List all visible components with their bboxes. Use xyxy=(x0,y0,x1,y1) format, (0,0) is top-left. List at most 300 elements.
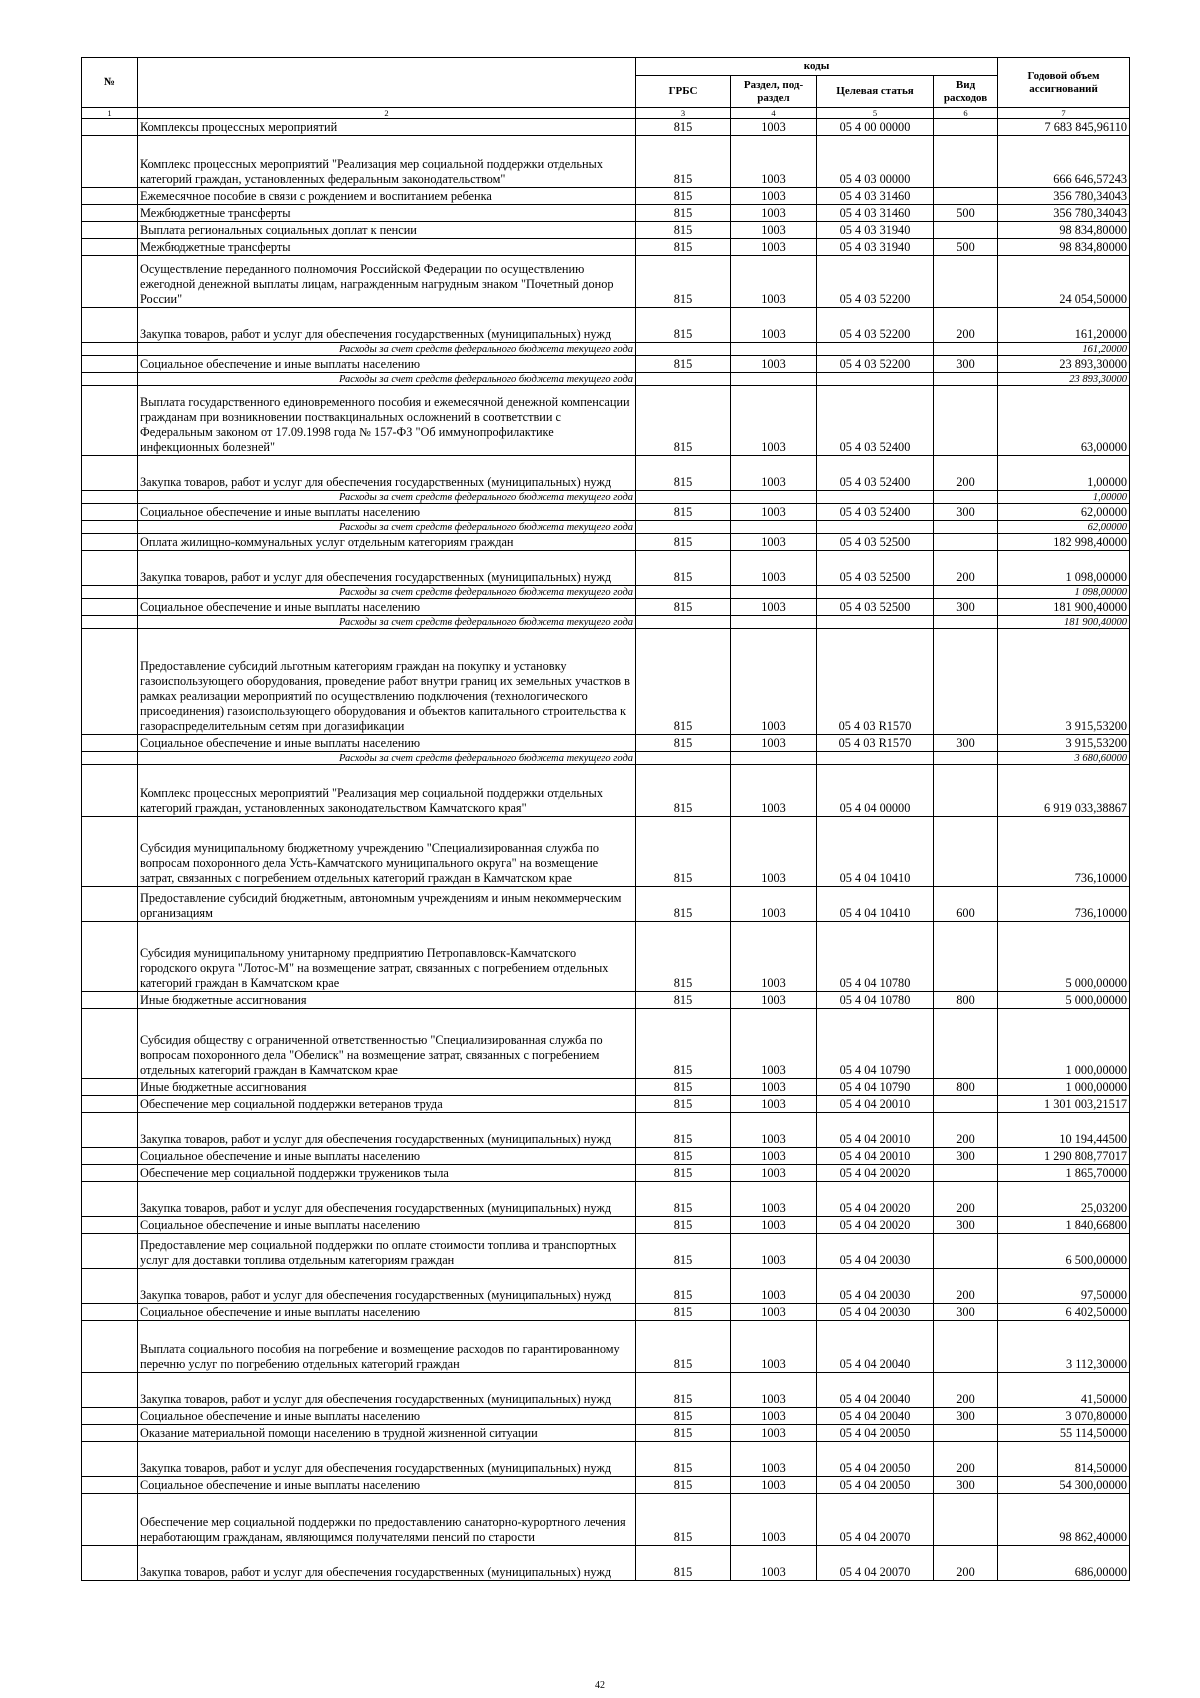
row-grbs: 815 xyxy=(636,456,731,491)
row-target: 05 4 04 20020 xyxy=(817,1165,934,1182)
row-amount: 1 840,66800 xyxy=(998,1217,1130,1234)
row-name: Закупка товаров, работ и услуг для обеспечения государственных (муниципальных) нужд xyxy=(138,1182,636,1217)
row-section: 1003 xyxy=(731,456,817,491)
row-grbs: 815 xyxy=(636,1269,731,1304)
row-type: 800 xyxy=(934,992,998,1009)
row-grbs: 815 xyxy=(636,386,731,456)
header-section: Раздел, под-раздел xyxy=(731,76,817,108)
row-amount: 41,50000 xyxy=(998,1373,1130,1408)
row-section: 1003 xyxy=(731,1494,817,1546)
row-target: 05 4 03 52500 xyxy=(817,551,934,586)
row-grbs: 815 xyxy=(636,817,731,887)
col-number: 5 xyxy=(817,108,934,119)
row-type: 200 xyxy=(934,551,998,586)
table-row xyxy=(82,1217,1130,1234)
row-grbs: 815 xyxy=(636,1009,731,1079)
row-section: 1003 xyxy=(731,1304,817,1321)
table-row xyxy=(82,456,1130,491)
table-row xyxy=(82,356,1130,373)
row-amount: 1,00000 xyxy=(998,491,1130,504)
row-target: 05 4 03 52500 xyxy=(817,599,934,616)
row-number xyxy=(82,1096,138,1113)
row-section: 1003 xyxy=(731,629,817,735)
row-number xyxy=(82,599,138,616)
row-target: 05 4 04 20030 xyxy=(817,1234,934,1269)
row-target: 05 4 03 52500 xyxy=(817,534,934,551)
row-section: 1003 xyxy=(731,1373,817,1408)
row-type: 200 xyxy=(934,1269,998,1304)
row-name: Межбюджетные трансферты xyxy=(138,205,636,222)
row-name: Субсидия муниципальному унитарному предприятию Петропавловск-Камчатского городского округа "Лотос-М" на возмещение затрат, связанных с погребением отдельных категорий граждан в Камчатском крае xyxy=(138,922,636,992)
row-target: 05 4 04 20070 xyxy=(817,1546,934,1581)
row-amount: 6 402,50000 xyxy=(998,1304,1130,1321)
row-grbs xyxy=(636,586,731,599)
row-number xyxy=(82,1269,138,1304)
row-grbs xyxy=(636,343,731,356)
row-section: 1003 xyxy=(731,356,817,373)
row-target: 05 4 04 20010 xyxy=(817,1113,934,1148)
row-amount: 161,20000 xyxy=(998,343,1130,356)
row-grbs: 815 xyxy=(636,551,731,586)
row-number xyxy=(82,119,138,136)
row-target: 05 4 03 52400 xyxy=(817,386,934,456)
note-row xyxy=(82,586,1130,599)
row-section: 1003 xyxy=(731,551,817,586)
row-target: 05 4 04 20020 xyxy=(817,1182,934,1217)
table-row xyxy=(82,551,1130,586)
row-type xyxy=(934,136,998,188)
row-name: Социальное обеспечение и иные выплаты населению xyxy=(138,1304,636,1321)
table-row xyxy=(82,992,1130,1009)
row-section: 1003 xyxy=(731,1148,817,1165)
row-name: Выплата социального пособия на погребение и возмещение расходов по гарантированному перечню услуг по погребению отдельных категорий граждан xyxy=(138,1321,636,1373)
row-name: Социальное обеспечение и иные выплаты населению xyxy=(138,1408,636,1425)
row-section xyxy=(731,521,817,534)
row-name: Закупка товаров, работ и услуг для обеспечения государственных (муниципальных) нужд xyxy=(138,1442,636,1477)
table-row xyxy=(82,1494,1130,1546)
table-row xyxy=(82,735,1130,752)
row-type xyxy=(934,491,998,504)
table-row xyxy=(82,504,1130,521)
table-row xyxy=(82,308,1130,343)
row-amount: 1 098,00000 xyxy=(998,551,1130,586)
row-amount: 10 194,44500 xyxy=(998,1113,1130,1148)
row-amount: 1 301 003,21517 xyxy=(998,1096,1130,1113)
row-name: Закупка товаров, работ и услуг для обеспечения государственных (муниципальных) нужд xyxy=(138,1269,636,1304)
row-type xyxy=(934,1321,998,1373)
table-row xyxy=(82,222,1130,239)
row-name: Социальное обеспечение и иные выплаты населению xyxy=(138,599,636,616)
row-number xyxy=(82,373,138,386)
row-grbs: 815 xyxy=(636,1234,731,1269)
row-section: 1003 xyxy=(731,1165,817,1182)
header-target: Целевая статья xyxy=(817,76,934,108)
row-name: Закупка товаров, работ и услуг для обеспечения государственных (муниципальных) нужд xyxy=(138,456,636,491)
row-target: 05 4 04 20040 xyxy=(817,1408,934,1425)
row-target: 05 4 04 10410 xyxy=(817,817,934,887)
row-type: 300 xyxy=(934,599,998,616)
table-row xyxy=(82,1113,1130,1148)
row-section xyxy=(731,491,817,504)
row-name: Предоставление мер социальной поддержки по оплате стоимости топлива и транспортных услуг для доставки топлива отдельным категориям граждан xyxy=(138,1234,636,1269)
row-type xyxy=(934,1425,998,1442)
row-grbs: 815 xyxy=(636,504,731,521)
table-row xyxy=(82,599,1130,616)
row-name: Расходы за счет средств федерального бюджета текущего года xyxy=(138,752,636,765)
row-number xyxy=(82,1477,138,1494)
row-name: Обеспечение мер социальной поддержки тружеников тыла xyxy=(138,1165,636,1182)
row-type: 200 xyxy=(934,1373,998,1408)
table-row xyxy=(82,386,1130,456)
row-number xyxy=(82,491,138,504)
row-section: 1003 xyxy=(731,817,817,887)
row-type: 600 xyxy=(934,887,998,922)
table-row xyxy=(82,1009,1130,1079)
row-grbs: 815 xyxy=(636,735,731,752)
row-name: Осуществление переданного полномочия Российской Федерации по осуществлению ежегодной денежной выплаты лицам, награжденным нагрудным знаком "Почетный донор России" xyxy=(138,256,636,308)
row-target: 05 4 03 52200 xyxy=(817,356,934,373)
row-type xyxy=(934,616,998,629)
row-target: 05 4 04 20050 xyxy=(817,1477,934,1494)
row-amount: 3 680,60000 xyxy=(998,752,1130,765)
row-grbs: 815 xyxy=(636,1148,731,1165)
row-amount: 23 893,30000 xyxy=(998,373,1130,386)
row-target xyxy=(817,616,934,629)
row-target: 05 4 04 20010 xyxy=(817,1148,934,1165)
row-section: 1003 xyxy=(731,1217,817,1234)
row-name: Иные бюджетные ассигнования xyxy=(138,1079,636,1096)
table-row xyxy=(82,1269,1130,1304)
row-amount: 1 098,00000 xyxy=(998,586,1130,599)
row-number xyxy=(82,1546,138,1581)
row-type xyxy=(934,343,998,356)
col-number: 3 xyxy=(636,108,731,119)
table-body xyxy=(82,119,1130,1581)
row-amount: 6 919 033,38867 xyxy=(998,765,1130,817)
row-amount: 23 893,30000 xyxy=(998,356,1130,373)
row-type xyxy=(934,119,998,136)
row-amount: 1,00000 xyxy=(998,456,1130,491)
row-number xyxy=(82,629,138,735)
row-grbs: 815 xyxy=(636,256,731,308)
row-number xyxy=(82,1425,138,1442)
row-amount: 814,50000 xyxy=(998,1442,1130,1477)
row-amount: 54 300,00000 xyxy=(998,1477,1130,1494)
table-row xyxy=(82,136,1130,188)
table-row xyxy=(82,1546,1130,1581)
row-section: 1003 xyxy=(731,1009,817,1079)
note-row xyxy=(82,616,1130,629)
row-grbs: 815 xyxy=(636,1217,731,1234)
row-number xyxy=(82,256,138,308)
row-amount: 6 500,00000 xyxy=(998,1234,1130,1269)
row-number xyxy=(82,343,138,356)
row-amount: 5 000,00000 xyxy=(998,992,1130,1009)
row-grbs: 815 xyxy=(636,1321,731,1373)
row-amount: 181 900,40000 xyxy=(998,616,1130,629)
row-amount: 98 834,80000 xyxy=(998,239,1130,256)
row-section: 1003 xyxy=(731,239,817,256)
row-section: 1003 xyxy=(731,1408,817,1425)
row-section: 1003 xyxy=(731,222,817,239)
table-row xyxy=(82,922,1130,992)
row-section: 1003 xyxy=(731,922,817,992)
row-name: Выплата региональных социальных доплат к пенсии xyxy=(138,222,636,239)
row-number xyxy=(82,752,138,765)
col-number: 2 xyxy=(138,108,636,119)
row-number xyxy=(82,1217,138,1234)
row-type: 200 xyxy=(934,456,998,491)
row-number xyxy=(82,386,138,456)
row-number xyxy=(82,1304,138,1321)
row-grbs: 815 xyxy=(636,205,731,222)
col-number: 6 xyxy=(934,108,998,119)
row-type xyxy=(934,752,998,765)
header-grbs: ГРБС xyxy=(636,76,731,108)
row-type: 300 xyxy=(934,504,998,521)
row-target: 05 4 03 52400 xyxy=(817,456,934,491)
row-section: 1003 xyxy=(731,599,817,616)
row-section: 1003 xyxy=(731,1477,817,1494)
header-amount: Годовой объем ассигнований xyxy=(998,58,1130,108)
row-section: 1003 xyxy=(731,765,817,817)
row-section: 1003 xyxy=(731,1321,817,1373)
row-grbs: 815 xyxy=(636,1304,731,1321)
row-grbs: 815 xyxy=(636,1442,731,1477)
row-name: Социальное обеспечение и иные выплаты населению xyxy=(138,735,636,752)
table-row xyxy=(82,256,1130,308)
row-target: 05 4 04 10780 xyxy=(817,922,934,992)
row-target: 05 4 03 31940 xyxy=(817,222,934,239)
row-grbs: 815 xyxy=(636,239,731,256)
row-number xyxy=(82,887,138,922)
row-amount: 666 646,57243 xyxy=(998,136,1130,188)
row-grbs: 815 xyxy=(636,1165,731,1182)
row-type: 300 xyxy=(934,1477,998,1494)
row-number xyxy=(82,1408,138,1425)
row-grbs: 815 xyxy=(636,922,731,992)
row-amount: 25,03200 xyxy=(998,1182,1130,1217)
row-amount: 3 112,30000 xyxy=(998,1321,1130,1373)
row-number xyxy=(82,992,138,1009)
row-name: Обеспечение мер социальной поддержки ветеранов труда xyxy=(138,1096,636,1113)
row-name: Предоставление субсидий льготным категориям граждан на покупку и установку газоиспользующего оборудования, проведение работ внутри границ их земельных участков в рамках реализации мероприятий по осуществлению подключения (технологического присоединения) газоиспользующего оборудования и объектов капитального строительства к газораспределительным сетям при догазификации xyxy=(138,629,636,735)
row-type: 300 xyxy=(934,1148,998,1165)
row-target: 05 4 04 20020 xyxy=(817,1217,934,1234)
row-amount: 63,00000 xyxy=(998,386,1130,456)
note-row xyxy=(82,373,1130,386)
row-grbs: 815 xyxy=(636,1425,731,1442)
row-grbs: 815 xyxy=(636,992,731,1009)
row-grbs: 815 xyxy=(636,534,731,551)
row-target: 05 4 03 52400 xyxy=(817,504,934,521)
row-type xyxy=(934,1234,998,1269)
row-number xyxy=(82,1009,138,1079)
row-target: 05 4 03 00000 xyxy=(817,136,934,188)
row-grbs xyxy=(636,373,731,386)
table-row xyxy=(82,1425,1130,1442)
row-grbs: 815 xyxy=(636,1113,731,1148)
row-number xyxy=(82,551,138,586)
row-name: Социальное обеспечение и иные выплаты населению xyxy=(138,1217,636,1234)
row-number xyxy=(82,534,138,551)
row-name: Субсидия муниципальному бюджетному учреждению "Специализированная служба по вопросам похоронного дела Усть-Камчатского муниципального округа" на возмещение затрат, связанных с погребением отдельных категорий граждан в Камчатском крае xyxy=(138,817,636,887)
row-number xyxy=(82,205,138,222)
row-name: Комплекс процессных мероприятий "Реализация мер социальной поддержки отдельных категорий граждан, установленных законодательством Камчатского края" xyxy=(138,765,636,817)
table-row xyxy=(82,1408,1130,1425)
row-target xyxy=(817,586,934,599)
row-name: Закупка товаров, работ и услуг для обеспечения государственных (муниципальных) нужд xyxy=(138,1546,636,1581)
row-target xyxy=(817,521,934,534)
row-number xyxy=(82,1494,138,1546)
row-grbs: 815 xyxy=(636,222,731,239)
row-amount: 356 780,34043 xyxy=(998,205,1130,222)
row-number xyxy=(82,1442,138,1477)
row-grbs: 815 xyxy=(636,1079,731,1096)
row-target: 05 4 04 10790 xyxy=(817,1079,934,1096)
row-target: 05 4 04 10780 xyxy=(817,992,934,1009)
row-grbs: 815 xyxy=(636,1373,731,1408)
row-name: Субсидия обществу с ограниченной ответственностью "Специализированная служба по вопросам похоронного дела "Обелиск" на возмещение затрат, связанных с погребением отдельных категорий граждан в Камчатском крае xyxy=(138,1009,636,1079)
row-grbs xyxy=(636,752,731,765)
row-number xyxy=(82,239,138,256)
row-name: Межбюджетные трансферты xyxy=(138,239,636,256)
row-number xyxy=(82,1113,138,1148)
table-row xyxy=(82,1304,1130,1321)
row-type: 800 xyxy=(934,1079,998,1096)
column-numbers-row xyxy=(82,108,1130,119)
row-type xyxy=(934,586,998,599)
row-target: 05 4 04 20030 xyxy=(817,1304,934,1321)
row-type: 300 xyxy=(934,1217,998,1234)
row-grbs: 815 xyxy=(636,119,731,136)
row-target: 05 4 04 20070 xyxy=(817,1494,934,1546)
row-number xyxy=(82,222,138,239)
budget-table xyxy=(81,57,1130,1581)
row-target: 05 4 04 20040 xyxy=(817,1373,934,1408)
col-number: 7 xyxy=(998,108,1130,119)
row-amount: 356 780,34043 xyxy=(998,188,1130,205)
row-name: Ежемесячное пособие в связи с рождением и воспитанием ребенка xyxy=(138,188,636,205)
row-name: Социальное обеспечение и иные выплаты населению xyxy=(138,504,636,521)
row-type: 200 xyxy=(934,1546,998,1581)
row-section: 1003 xyxy=(731,1079,817,1096)
col-number: 4 xyxy=(731,108,817,119)
row-target: 05 4 03 R1570 xyxy=(817,629,934,735)
row-name: Закупка товаров, работ и услуг для обеспечения государственных (муниципальных) нужд xyxy=(138,551,636,586)
row-name: Расходы за счет средств федерального бюджета текущего года xyxy=(138,616,636,629)
table-row xyxy=(82,1321,1130,1373)
table-row xyxy=(82,1096,1130,1113)
row-amount: 24 054,50000 xyxy=(998,256,1130,308)
row-section: 1003 xyxy=(731,1182,817,1217)
row-grbs: 815 xyxy=(636,1494,731,1546)
row-section: 1003 xyxy=(731,534,817,551)
row-number xyxy=(82,1321,138,1373)
table-row xyxy=(82,205,1130,222)
row-grbs: 815 xyxy=(636,629,731,735)
row-type: 300 xyxy=(934,1408,998,1425)
row-type xyxy=(934,534,998,551)
row-grbs xyxy=(636,616,731,629)
table-row xyxy=(82,1477,1130,1494)
row-amount: 55 114,50000 xyxy=(998,1425,1130,1442)
row-name: Оплата жилищно-коммунальных услуг отдельным категориям граждан xyxy=(138,534,636,551)
row-target: 05 4 03 52200 xyxy=(817,256,934,308)
header-name xyxy=(138,58,636,108)
row-name: Предоставление субсидий бюджетным, автономным учреждениям и иным некоммерческим организациям xyxy=(138,887,636,922)
row-amount: 181 900,40000 xyxy=(998,599,1130,616)
row-section: 1003 xyxy=(731,1425,817,1442)
row-name: Социальное обеспечение и иные выплаты населению xyxy=(138,1477,636,1494)
row-amount: 3 070,80000 xyxy=(998,1408,1130,1425)
row-section: 1003 xyxy=(731,136,817,188)
row-grbs: 815 xyxy=(636,887,731,922)
table-row xyxy=(82,1234,1130,1269)
note-row xyxy=(82,491,1130,504)
row-name: Оказание материальной помощи населению в трудной жизненной ситуации xyxy=(138,1425,636,1442)
row-section: 1003 xyxy=(731,1096,817,1113)
row-amount: 97,50000 xyxy=(998,1269,1130,1304)
row-number xyxy=(82,616,138,629)
row-grbs: 815 xyxy=(636,1477,731,1494)
row-number xyxy=(82,1234,138,1269)
row-type xyxy=(934,188,998,205)
row-type xyxy=(934,386,998,456)
row-grbs: 815 xyxy=(636,765,731,817)
row-target: 05 4 00 00000 xyxy=(817,119,934,136)
row-number xyxy=(82,504,138,521)
row-target xyxy=(817,373,934,386)
row-type: 500 xyxy=(934,239,998,256)
table-row xyxy=(82,534,1130,551)
row-type xyxy=(934,373,998,386)
row-number xyxy=(82,1148,138,1165)
row-section: 1003 xyxy=(731,205,817,222)
row-name: Закупка товаров, работ и услуг для обеспечения государственных (муниципальных) нужд xyxy=(138,308,636,343)
row-type xyxy=(934,1494,998,1546)
row-section xyxy=(731,752,817,765)
row-amount: 7 683 845,96110 xyxy=(998,119,1130,136)
table-row xyxy=(82,119,1130,136)
row-grbs: 815 xyxy=(636,599,731,616)
row-number xyxy=(82,356,138,373)
row-section: 1003 xyxy=(731,308,817,343)
row-type xyxy=(934,817,998,887)
note-row xyxy=(82,752,1130,765)
header-codes: коды xyxy=(636,58,998,76)
row-name: Расходы за счет средств федерального бюджета текущего года xyxy=(138,491,636,504)
table-row xyxy=(82,1079,1130,1096)
row-name: Иные бюджетные ассигнования xyxy=(138,992,636,1009)
row-type: 200 xyxy=(934,308,998,343)
row-type: 300 xyxy=(934,356,998,373)
row-number xyxy=(82,188,138,205)
row-section: 1003 xyxy=(731,1234,817,1269)
table-row xyxy=(82,1442,1130,1477)
row-target xyxy=(817,491,934,504)
row-amount: 98 834,80000 xyxy=(998,222,1130,239)
table-header xyxy=(82,58,1130,119)
row-target: 05 4 03 31460 xyxy=(817,188,934,205)
row-grbs: 815 xyxy=(636,1182,731,1217)
row-grbs: 815 xyxy=(636,1408,731,1425)
row-name: Закупка товаров, работ и услуг для обеспечения государственных (муниципальных) нужд xyxy=(138,1373,636,1408)
row-amount: 1 865,70000 xyxy=(998,1165,1130,1182)
row-type xyxy=(934,629,998,735)
row-section xyxy=(731,616,817,629)
header-num: № xyxy=(82,58,138,108)
